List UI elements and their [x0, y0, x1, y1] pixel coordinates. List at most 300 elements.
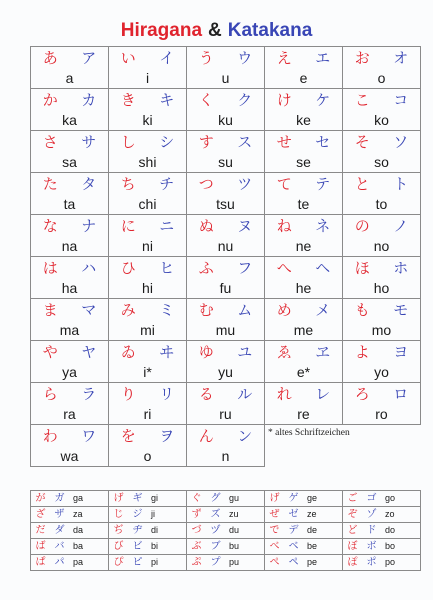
kana-cell: [109, 299, 187, 341]
kana-cell: [343, 257, 421, 299]
hiragana-char: い: [120, 49, 136, 67]
katakana-char: タ: [81, 175, 97, 193]
katakana-char: ジ: [132, 509, 143, 520]
romaji-label: u: [221, 70, 230, 86]
dakuten-cell: [343, 555, 421, 571]
katakana-char: ソ: [393, 133, 409, 151]
kana-cell: [265, 383, 343, 425]
dakuten-cell: [31, 507, 109, 523]
katakana-char: ケ: [315, 91, 331, 109]
romaji-label: gi: [151, 493, 159, 503]
kana-pair: [343, 173, 420, 195]
kana-pair: [109, 383, 186, 405]
romaji-label: o: [143, 448, 152, 464]
kana-cell: [31, 425, 109, 467]
katakana-char: ボ: [366, 541, 377, 552]
katakana-char: ゴ: [366, 493, 377, 504]
hiragana-char: と: [354, 175, 370, 193]
romaji-label: ge: [307, 493, 318, 503]
romaji-label: zu: [229, 509, 239, 519]
romaji-label: nu: [217, 238, 234, 254]
dakuten-entry: [109, 523, 186, 538]
hiragana-char: ぜ: [269, 509, 280, 520]
romaji-label: bu: [229, 541, 240, 551]
hiragana-char: う: [198, 49, 214, 67]
romaji-label: za: [73, 509, 83, 519]
kana-cell: [265, 299, 343, 341]
kana-cell: [31, 131, 109, 173]
hiragana-char: す: [198, 133, 214, 151]
dakuten-cell: [109, 491, 187, 507]
hiragana-char: わ: [42, 427, 58, 445]
hiragana-char: や: [42, 343, 58, 361]
romaji-label: te: [297, 196, 310, 212]
katakana-char: パ: [54, 557, 65, 568]
kana-pair: [109, 89, 186, 111]
katakana-char: ヲ: [159, 427, 175, 445]
romaji-label: o: [377, 70, 386, 86]
katakana-char: ダ: [54, 525, 65, 536]
romaji-label: du: [229, 525, 240, 535]
chart-title: [0, 20, 433, 42]
kana-pair: [343, 383, 420, 405]
title-ampersand: &: [208, 20, 222, 41]
kana-cell: [187, 425, 265, 467]
kana-cell: [31, 257, 109, 299]
kana-pair: [109, 257, 186, 279]
katakana-char: ヒ: [159, 259, 175, 277]
kana-cell: [265, 47, 343, 89]
romaji-label: wa: [60, 448, 79, 464]
katakana-char: ホ: [393, 259, 409, 277]
hiragana-char: ば: [35, 541, 46, 552]
hiragana-char: る: [198, 385, 214, 403]
kana-cell: [187, 257, 265, 299]
katakana-char: ヅ: [210, 525, 221, 536]
hiragana-char: ぴ: [113, 557, 124, 568]
table-row: [31, 507, 421, 523]
katakana-char: ス: [237, 133, 253, 151]
dakuten-cell: [187, 555, 265, 571]
katakana-char: デ: [288, 525, 299, 536]
kana-pair: [31, 383, 108, 405]
katakana-char: ム: [237, 301, 253, 319]
table-row: [31, 555, 421, 571]
kana-cell: [31, 47, 109, 89]
romaji-label: ta: [63, 196, 76, 212]
katakana-char: ヂ: [132, 525, 143, 536]
katakana-char: ヰ: [159, 343, 175, 361]
romaji-label: me: [293, 322, 314, 338]
romaji-label: po: [385, 557, 396, 567]
kana-cell: [31, 89, 109, 131]
romaji-label: ze: [307, 509, 317, 519]
hiragana-char: べ: [269, 541, 280, 552]
dakuten-entry: [343, 491, 420, 506]
hiragana-char: ね: [276, 217, 292, 235]
katakana-char: テ: [315, 175, 331, 193]
katakana-char: ト: [393, 175, 409, 193]
romaji-label: so: [374, 154, 389, 170]
title-katakana: Katakana: [227, 20, 313, 41]
katakana-char: ヱ: [315, 343, 331, 361]
table-row: [31, 383, 421, 425]
hiragana-char: は: [42, 259, 58, 277]
hiragana-char: ゆ: [198, 343, 214, 361]
romaji-label: n: [221, 448, 230, 464]
katakana-char: ル: [237, 385, 253, 403]
katakana-char: ロ: [393, 385, 409, 403]
kana-cell: [109, 425, 187, 467]
hiragana-char: び: [113, 541, 124, 552]
hiragana-char: し: [120, 133, 136, 151]
dakuten-cell: [109, 507, 187, 523]
romaji-label: mi: [140, 322, 155, 338]
katakana-char: リ: [159, 385, 175, 403]
romaji-label: ne: [295, 238, 312, 254]
katakana-char: ツ: [237, 175, 253, 193]
katakana-char: キ: [159, 91, 175, 109]
hiragana-char: ぬ: [198, 217, 214, 235]
kana-cell: [187, 215, 265, 257]
katakana-char: コ: [393, 91, 409, 109]
romaji-label: ba: [73, 541, 84, 551]
katakana-char: フ: [237, 259, 253, 277]
hiragana-char: さ: [42, 133, 58, 151]
hiragana-char: ぷ: [191, 557, 202, 568]
hiragana-char: よ: [354, 343, 370, 361]
hiragana-char: な: [42, 217, 58, 235]
hiragana-char: み: [120, 301, 136, 319]
hiragana-char: ん: [198, 427, 214, 445]
romaji-label: pi: [151, 557, 159, 567]
kana-cell: [343, 383, 421, 425]
katakana-char: ン: [237, 427, 253, 445]
kana-cell: [109, 215, 187, 257]
dakuten-entry: [265, 539, 342, 554]
hiragana-char: げ: [113, 493, 124, 504]
kana-cell: [109, 341, 187, 383]
romaji-label: yu: [218, 364, 233, 380]
hiragana-char: が: [35, 493, 46, 504]
dakuten-cell: [187, 507, 265, 523]
katakana-char: エ: [315, 49, 331, 67]
katakana-char: レ: [315, 385, 331, 403]
kana-table: [30, 46, 421, 467]
katakana-char: ヨ: [393, 343, 409, 361]
dakuten-entry: [187, 555, 264, 570]
katakana-char: ヤ: [81, 343, 97, 361]
footnote: * altes Schriftzeichen: [268, 428, 350, 438]
hiragana-char: ぢ: [113, 525, 124, 536]
hiragana-char: れ: [276, 385, 292, 403]
dakuten-cell: [187, 539, 265, 555]
katakana-char: ニ: [159, 217, 175, 235]
dakuten-entry: [265, 523, 342, 538]
katakana-char: ユ: [237, 343, 253, 361]
kana-pair: [343, 47, 420, 69]
dakuten-entry: [109, 555, 186, 570]
katakana-char: ポ: [366, 557, 377, 568]
dakuten-cell: [31, 523, 109, 539]
romaji-label: ka: [62, 112, 77, 128]
dakuten-entry: [31, 491, 108, 506]
katakana-char: ヘ: [315, 259, 331, 277]
hiragana-char: の: [354, 217, 370, 235]
dakuten-cell: [343, 507, 421, 523]
dakuten-entry: [31, 507, 108, 522]
kana-cell: [343, 341, 421, 383]
kana-pair: [31, 257, 108, 279]
dakuten-cell: [265, 491, 343, 507]
dakuten-cell: [187, 491, 265, 507]
kana-cell: [109, 257, 187, 299]
table-row: [31, 131, 421, 173]
hiragana-char: に: [120, 217, 136, 235]
hiragana-char: げ: [269, 493, 280, 504]
dakuten-entry: [343, 523, 420, 538]
romaji-label: tsu: [216, 196, 235, 212]
katakana-char: ペ: [288, 557, 299, 568]
kana-pair: [31, 425, 108, 447]
hiragana-char: ゑ: [276, 343, 292, 361]
kana-pair: [109, 131, 186, 153]
katakana-char: セ: [315, 133, 331, 151]
katakana-char: ワ: [81, 427, 97, 445]
dakuten-entry: [187, 523, 264, 538]
table-row: [31, 173, 421, 215]
kana-pair: [31, 131, 108, 153]
kana-cell: [109, 173, 187, 215]
kana-cell: [343, 173, 421, 215]
katakana-char: ズ: [210, 509, 221, 520]
dakuten-cell: [265, 539, 343, 555]
hiragana-char: そ: [354, 133, 370, 151]
kana-cell: [187, 383, 265, 425]
romaji-label: da: [73, 525, 84, 535]
romaji-label: to: [375, 196, 388, 212]
romaji-label: a: [65, 70, 74, 86]
table-row: [31, 491, 421, 507]
katakana-char: ノ: [393, 217, 409, 235]
hiragana-char: ど: [347, 525, 358, 536]
hiragana-char: け: [276, 91, 292, 109]
katakana-char: ザ: [54, 509, 65, 520]
dakuten-cell: [31, 555, 109, 571]
kana-pair: [109, 173, 186, 195]
romaji-label: zo: [385, 509, 395, 519]
katakana-char: ピ: [132, 557, 143, 568]
dakuten-cell: [187, 523, 265, 539]
kana-cell: [187, 89, 265, 131]
kana-pair: [31, 47, 108, 69]
kana-pair: [265, 299, 342, 321]
hiragana-char: ゐ: [120, 343, 136, 361]
romaji-label: i*: [143, 364, 152, 380]
katakana-char: ゾ: [366, 509, 377, 520]
hiragana-char: へ: [276, 259, 292, 277]
kana-pair: [187, 131, 264, 153]
hiragana-char: ぽ: [347, 557, 358, 568]
hiragana-char: こ: [354, 91, 370, 109]
hiragana-char: て: [276, 175, 292, 193]
dakuten-cell: [265, 507, 343, 523]
hiragana-char: ぞ: [347, 509, 358, 520]
kana-pair: [187, 47, 264, 69]
katakana-char: ク: [237, 91, 253, 109]
hiragana-char: で: [269, 525, 280, 536]
katakana-char: モ: [393, 301, 409, 319]
kana-pair: [265, 383, 342, 405]
romaji-label: ya: [62, 364, 77, 380]
kana-pair: [343, 131, 420, 153]
kana-cell: [187, 47, 265, 89]
romaji-label: su: [218, 154, 233, 170]
kana-pair: [187, 299, 264, 321]
romaji-label: chi: [138, 196, 157, 212]
kana-cell: [31, 341, 109, 383]
kana-pair: [31, 89, 108, 111]
romaji-label: sa: [62, 154, 77, 170]
hiragana-char: ひ: [120, 259, 136, 277]
kana-pair: [265, 215, 342, 237]
kana-pair: [265, 47, 342, 69]
romaji-label: bi: [151, 541, 159, 551]
kana-cell: [109, 47, 187, 89]
romaji-label: re: [297, 406, 310, 422]
romaji-label: ke: [296, 112, 311, 128]
hiragana-char: た: [42, 175, 58, 193]
kana-cell: [265, 215, 343, 257]
dakuten-entry: [187, 539, 264, 554]
katakana-char: ア: [81, 49, 97, 67]
kana-pair: [31, 215, 108, 237]
dakuten-cell: [343, 491, 421, 507]
hiragana-char: ざ: [35, 509, 46, 520]
kana-cell: [343, 215, 421, 257]
kana-cell: [265, 257, 343, 299]
kana-cell: [187, 299, 265, 341]
kana-pair: [109, 425, 186, 447]
romaji-label: ga: [73, 493, 84, 503]
katakana-char: ウ: [237, 49, 253, 67]
dakuten-cell: [265, 523, 343, 539]
dakuten-entry: [265, 555, 342, 570]
hiragana-char: せ: [276, 133, 292, 151]
romaji-label: ji: [151, 509, 155, 519]
katakana-char: グ: [210, 493, 221, 504]
footnote-cell: [265, 425, 421, 467]
romaji-label: shi: [138, 154, 157, 170]
hiragana-char: ち: [120, 175, 136, 193]
hiragana-char: り: [120, 385, 136, 403]
hiragana-char: ぼ: [347, 541, 358, 552]
kana-pair: [187, 173, 264, 195]
romaji-label: pe: [307, 557, 318, 567]
romaji-label: di: [151, 525, 159, 535]
dakuten-entry: [265, 507, 342, 522]
romaji-label: e*: [296, 364, 311, 380]
kana-pair: [343, 257, 420, 279]
kana-pair: [187, 89, 264, 111]
kana-pair: [187, 215, 264, 237]
romaji-label: ha: [61, 280, 78, 296]
hiragana-char: む: [198, 301, 214, 319]
kana-cell: [187, 341, 265, 383]
romaji-label: ku: [218, 112, 233, 128]
romaji-label: do: [385, 525, 396, 535]
kana-pair: [265, 257, 342, 279]
kana-pair: [187, 425, 264, 447]
table-row: [31, 341, 421, 383]
romaji-label: mo: [371, 322, 392, 338]
katakana-char: ブ: [210, 541, 221, 552]
kana-cell: [31, 299, 109, 341]
romaji-label: i: [145, 70, 150, 86]
romaji-label: se: [296, 154, 311, 170]
dakuten-table: [30, 490, 421, 571]
romaji-label: ko: [374, 112, 389, 128]
romaji-label: pa: [73, 557, 84, 567]
katakana-char: ネ: [315, 217, 331, 235]
romaji-label: ho: [373, 280, 390, 296]
dakuten-entry: [31, 539, 108, 554]
dakuten-entry: [109, 491, 186, 506]
katakana-char: ハ: [81, 259, 97, 277]
romaji-label: ni: [142, 238, 153, 254]
romaji-label: mu: [215, 322, 236, 338]
kana-pair: [109, 47, 186, 69]
kana-pair: [343, 215, 420, 237]
kana-cell: [109, 131, 187, 173]
romaji-label: ri: [143, 406, 152, 422]
hiragana-char: ぺ: [269, 557, 280, 568]
dakuten-cell: [343, 539, 421, 555]
hiragana-char: か: [42, 91, 58, 109]
kana-cell: [343, 47, 421, 89]
katakana-char: ラ: [81, 385, 97, 403]
katakana-char: シ: [159, 133, 175, 151]
hiragana-char: ず: [191, 509, 202, 520]
dakuten-entry: [109, 539, 186, 554]
kana-cell: [343, 89, 421, 131]
romaji-label: fu: [219, 280, 232, 296]
dakuten-entry: [31, 555, 108, 570]
hiragana-char: ぶ: [191, 541, 202, 552]
table-row: [31, 299, 421, 341]
kana-cell: [187, 131, 265, 173]
kana-cell: [265, 89, 343, 131]
dakuten-entry: [343, 507, 420, 522]
romaji-label: he: [295, 280, 312, 296]
kana-pair: [265, 341, 342, 363]
dakuten-entry: [265, 491, 342, 506]
katakana-char: ミ: [159, 301, 175, 319]
table-row: [31, 257, 421, 299]
kana-cell: [265, 341, 343, 383]
kana-pair: [187, 257, 264, 279]
kana-pair: [265, 173, 342, 195]
romaji-label: be: [307, 541, 318, 551]
romaji-label: de: [307, 525, 318, 535]
katakana-char: バ: [54, 541, 65, 552]
kana-pair: [187, 383, 264, 405]
katakana-char: カ: [81, 91, 97, 109]
table-row: [31, 523, 421, 539]
dakuten-cell: [109, 523, 187, 539]
katakana-char: ヌ: [237, 217, 253, 235]
dakuten-entry: [343, 539, 420, 554]
